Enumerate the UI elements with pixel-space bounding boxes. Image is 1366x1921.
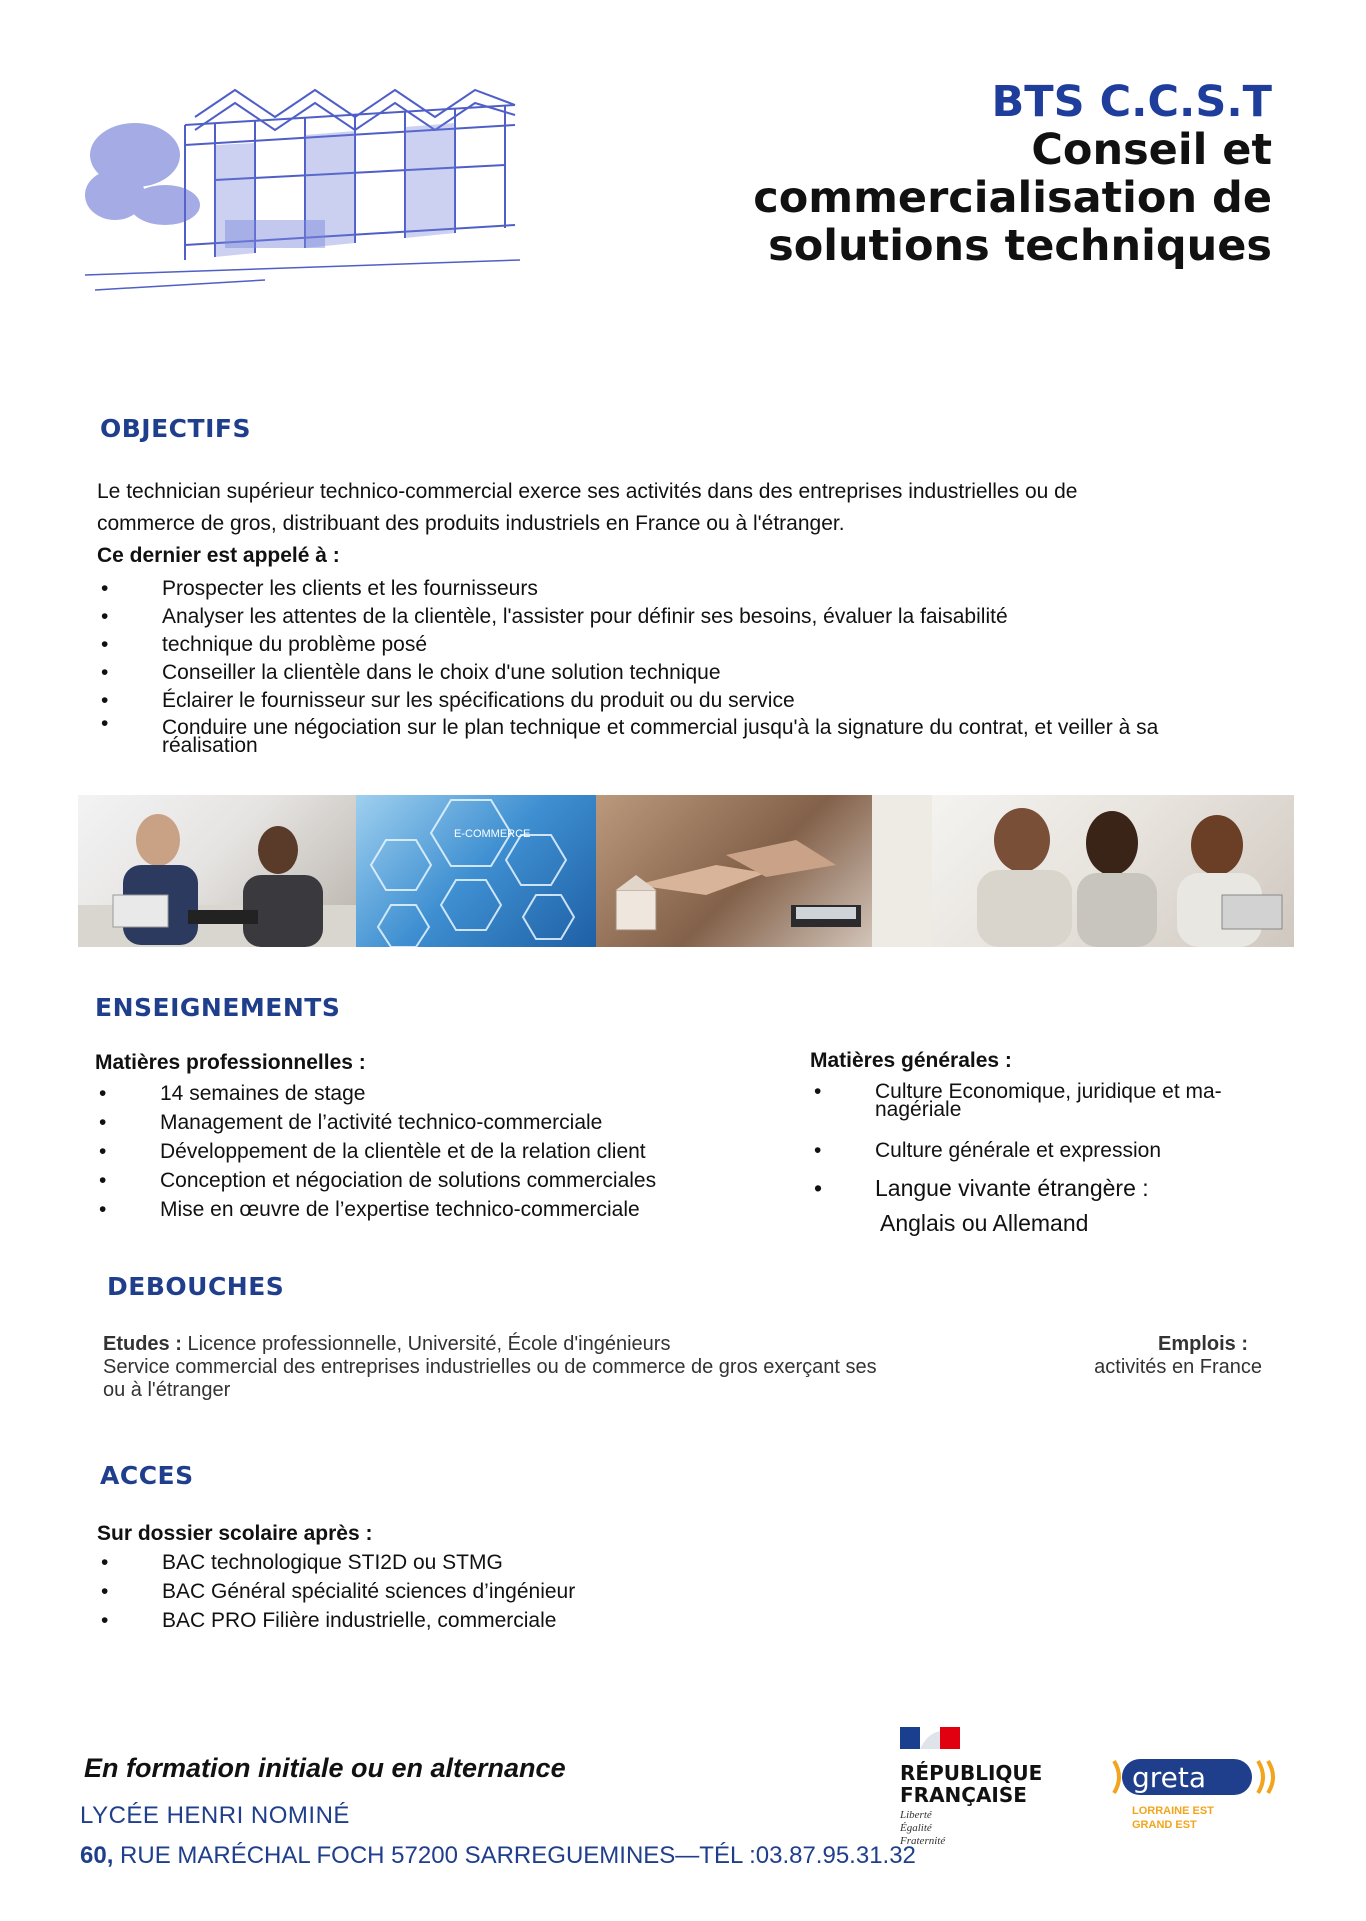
business-meeting-photo: [78, 795, 356, 947]
matieres-gen-list: [810, 1080, 1290, 1205]
greta-wordmark-icon: [1110, 1755, 1285, 1799]
bullet-icon: •: [814, 1139, 822, 1162]
intro-line: Le technician supérieur technico-commercial exerce ses activités dans des entreprises industrielles ou de: [97, 480, 1078, 503]
bullet-icon: •: [101, 633, 109, 656]
republique-line: RÉPUBLIQUE: [900, 1761, 1043, 1785]
list-item: • Management de l’activité technico-commerciale: [95, 1108, 795, 1137]
team-working-photo: [872, 795, 1294, 947]
bullet-icon: •: [99, 1198, 107, 1221]
list-item-continuation: réalisation: [162, 734, 258, 757]
list-item: • Développement de la clientèle et de la relation client: [95, 1137, 795, 1166]
bullet-icon: •: [101, 712, 109, 735]
acces-heading: ACCES: [100, 1461, 194, 1490]
objectifs-list: [97, 575, 1297, 755]
matieres-pro-title: Matières professionnelles :: [95, 1051, 366, 1074]
acces-lead: Sur dossier scolaire après :: [97, 1522, 373, 1545]
list-item: • Conception et négociation de solutions commerciales: [95, 1166, 795, 1195]
address-number: 60,: [80, 1842, 114, 1869]
program-title-line: Conseil et: [1031, 125, 1272, 175]
list-item: • technique du problème posé: [97, 631, 1297, 659]
greta-region: LORRAINE EST: [1132, 1805, 1214, 1817]
bullet-icon: •: [99, 1169, 107, 1192]
list-item: • BAC Général spécialité sciences d’ingénieur: [97, 1577, 897, 1606]
school-name: LYCÉE HENRI NOMINÉ: [80, 1802, 350, 1829]
greta-region: GRAND EST: [1132, 1819, 1197, 1831]
debouches-line: Service commercial des entreprises industrielles ou de commerce de gros exerçant ses: [103, 1356, 877, 1378]
matieres-generales: [810, 1049, 1290, 1241]
acces-list: [97, 1548, 897, 1635]
address-text: RUE MARÉCHAL FOCH 57200 SARREGUEMINES—TÉL :03.87.95.31.32: [113, 1842, 916, 1869]
acces-block: [97, 1522, 897, 1635]
bullet-icon: •: [814, 1175, 823, 1201]
bullet-icon: •: [101, 661, 109, 684]
list-item: • Conseiller la clientèle dans le choix d'une solution technique: [97, 659, 1297, 687]
republique-line: FRANÇAISE: [900, 1783, 1027, 1807]
title-block: [753, 78, 1272, 270]
list-item: • Langue vivante étrangère :: [810, 1171, 1290, 1205]
enseignements-heading: ENSEIGNEMENTS: [95, 993, 341, 1022]
ecommerce-label: E-COMMERCE: [454, 828, 531, 840]
objectifs-intro: [97, 476, 1297, 572]
photo-strip: [78, 795, 1294, 947]
list-item: • Éclairer le fournisseur sur les spécifications du produit ou du service: [97, 687, 1297, 715]
bullet-icon: •: [99, 1082, 107, 1105]
greta-name: greta: [1132, 1761, 1207, 1794]
marianne-icon: [900, 1727, 960, 1753]
program-code: BTS C.C.S.T: [991, 77, 1272, 127]
republique-francaise-logo: [900, 1727, 1060, 1848]
emplois-text: activités en France: [1094, 1356, 1262, 1378]
motto-line: Égalité: [900, 1822, 932, 1834]
list-item: • Analyser les attentes de la clientèle, l'assister pour définir ses besoins, évaluer la faisabilité: [97, 603, 1297, 631]
bullet-icon: •: [101, 1580, 109, 1603]
bullet-icon: •: [101, 689, 109, 712]
ecommerce-photo: [356, 795, 596, 947]
list-item: • Culture générale et expression: [810, 1137, 1290, 1165]
bullet-icon: •: [99, 1140, 107, 1163]
list-item: • BAC technologique STI2D ou STMG: [97, 1548, 897, 1577]
motto-line: Liberté: [900, 1809, 932, 1821]
etudes-text: Licence professionnelle, Université, École d'ingénieurs: [181, 1333, 671, 1355]
etudes-label: Etudes :: [103, 1333, 182, 1355]
program-title-line: commercialisation de: [753, 173, 1272, 223]
bullet-icon: •: [101, 605, 109, 628]
list-item: • BAC PRO Filière industrielle, commerciale: [97, 1606, 897, 1635]
school-building-illustration: [85, 85, 520, 295]
bullet-icon: •: [101, 577, 109, 600]
langue-options: Anglais ou Allemand: [880, 1210, 1089, 1236]
motto-line: Fraternité: [900, 1835, 946, 1847]
school-address: [80, 1842, 916, 1870]
debouches-text: [103, 1333, 877, 1402]
objectifs-lead: Ce dernier est appelé à :: [97, 544, 340, 567]
matieres-pro: [95, 1051, 795, 1224]
etudes-line: [103, 1333, 877, 1356]
intro-line: commerce de gros, distribuant des produits industriels en France ou à l'étranger.: [97, 512, 845, 535]
emplois-label: Emplois :: [1157, 1333, 1248, 1355]
matieres-gen-title: Matières générales :: [810, 1049, 1012, 1072]
emplois-block: [1070, 1333, 1270, 1379]
bullet-icon: •: [814, 1080, 822, 1103]
matieres-pro-list: [95, 1079, 795, 1224]
debouches-heading: DEBOUCHES: [107, 1272, 285, 1301]
list-item: • Prospecter les clients et les fournisseurs: [97, 575, 1297, 603]
list-item: • Mise en œuvre de l’expertise technico-commerciale: [95, 1195, 795, 1224]
greta-logo: [1110, 1755, 1285, 1832]
list-item: • Conduire une négociation sur le plan technique et commercial jusqu'à la signature du contrat, et veiller à sa réalisation: [101, 712, 1159, 757]
bullet-icon: •: [99, 1111, 107, 1134]
bullet-icon: •: [101, 1551, 109, 1574]
objectifs-heading: OBJECTIFS: [100, 414, 251, 443]
formation-mode: En formation initiale ou en alternance: [84, 1753, 566, 1783]
program-title-line: solutions techniques: [768, 221, 1272, 271]
bullet-icon: •: [101, 1609, 109, 1632]
list-item: • Culture Economique, juridique et ma- nagériale: [814, 1080, 1222, 1121]
debouches-line: ou à l'étranger: [103, 1379, 231, 1401]
handshake-photo: [596, 795, 872, 947]
list-item: • 14 semaines de stage: [95, 1079, 795, 1108]
